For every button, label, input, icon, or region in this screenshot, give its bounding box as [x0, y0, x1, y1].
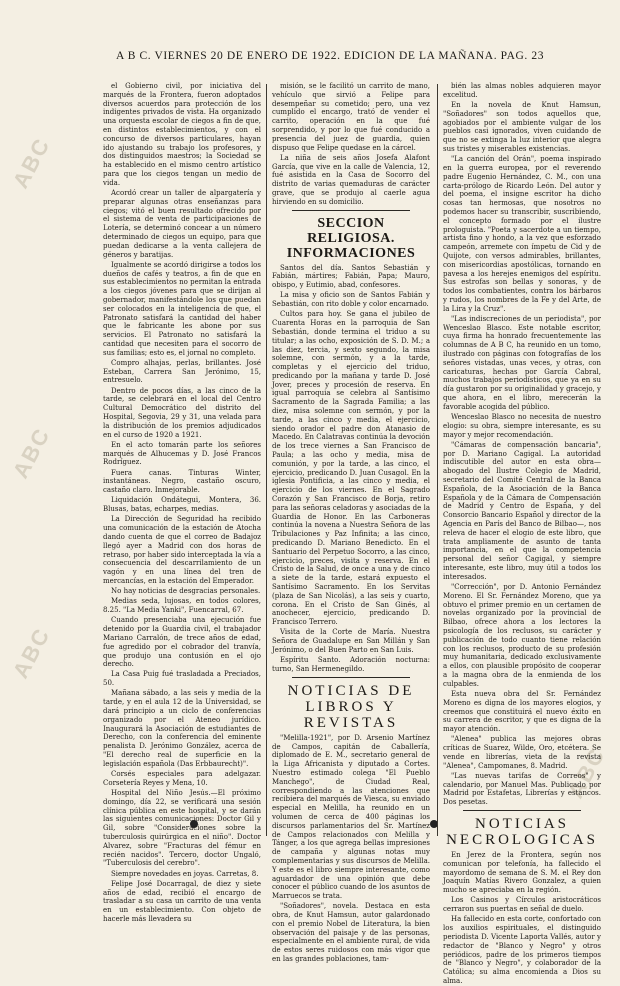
column-2-top-text [272, 82, 430, 207]
paragraph: Corsés especiales para adelgazar. Corsetería Reyes y Mena, 10. [103, 770, 261, 787]
section-libros-title: NOTICIAS DE LIBROS Y REVISTAS [287, 682, 415, 731]
paragraph: Cultos para hoy. Se gana el jubileo de Cuarenta Horas en la parroquia de San Sebastián, donde termina el triduo a su titular; a las ocho, exposición de S. D. M.; a las diez, tercia, y sexto segundo, la misa solemne, con sermón, y a la tarde, completas y el ejercicio del triduo, predicando por la mañana y tarde D. José Jover, preces y procesión de reserva. En igual parroquia se celebra al Santísimo Sacramento de la Sagrada Familia; a las diez, misa solemne con sermón, y por la tarde, a las cinco y media, el ejercicio, siendo orador el padre don Atanasio de Macedo. En Calatravas continúa la devoción de los trece viernes a San Francisco de Paula; a las ocho y media, misa de comunión, y por la tarde, a las cinco, el ejercicio, predicando D. Juan Cusagol. En la iglesia Pontificia, a las cinco y media, el ejercicio de los viernes. En el Sagrado Corazón y San Francisco de Borja, retiro para las señoras celadoras y asociadas de la Guardia de Honor. En las Carboneras continúa la novena a Nuestra Señora de las Tribulaciones y Paz Infinita; a las cinco, predicando D. Mariano Benedicto. En el Santuario del Perpetuo Socorro, a las cinco, ejercicio, preces, visita y reserva. En el Cristo de la Salud, de once a una y de cinco a siete de la tarde, estará expuesto el Santísimo Sacramento. En los Servitas (plaza de San Nicolás), a las seis y cuarto, corona. En el Cristo de San Ginés, al anochecer, ejercicio, predicando D. Francisco Terrero. [272, 310, 430, 627]
paragraph: "Las indiscreciones de un periodista", por Wenceslao Blasco. Este notable escritor, cuya firma ha honrado frecuentemente las columnas de A B C, ha reunido en un tomo, ilustrado con páginas con fotografías de los señores vistadas, unas veces, y otras, con caricaturas, hechas por García Cabral, muchos trabajos periodísticos, que ya en su día gustaron por su originalidad y gracejo, y que ahora, en el libro, merecerán la favorable acogida del público. [443, 314, 601, 411]
paragraph: Igualmente se acordó dirigirse a todos los dueños de cafés y teatros, a fin de que en sus establecimientos no permitan la entrada a los ciegos jóvenes para que se dirijan al gobernador, manifestándole los que puedan ser colocados en la inteligencia de que, el Patronato satisfará la cantidad del haber que le fabricante les abone por sus servicios. El Patronato no satisfará la cantidad que necesiten para el socorro de sus familias; esto es, el jornal no completo. [103, 260, 261, 357]
paragraph: Medias seda, lujosas, en todos colores, 8.25. "La Media Yanki", Fuencarral, 67. [103, 597, 261, 615]
section-libros-body [272, 734, 430, 964]
paragraph: el Gobierno civil, por iniciativa del marqués de la Frontera, fueron adoptados diversos acuerdos para protección de los indigentes privados de vista. Ha organizado una orquesta escolar de ciegos a fin de que, en distintos establecimientos, y con el concurso de diversos particulares, hayan ido ajustando su trabajo los profesores, y dos distinguidos maestros; la Sociedad se ha establecido en el mismo centro artístico para que los ciegos tengan un medio de vida. [103, 82, 261, 187]
paragraph: Compro alhajas, perlas, brillantes. José Esteban, Carrera San Jerónimo, 15, entresuelo. [103, 358, 261, 385]
paragraph: Hospital del Niño Jesús.—El próximo domingo, día 22, se verificará una sesión clínica pública en este hospital, y se darán las siguientes comunicaciones: Doctor Gil y Gil, sobre "Consideraciones sobre la tuberculosis quirúrgica en el niño". Doctor Alvarez, sobre "Fracturas del fémur en recién nacidos". Tercero, doctor Ungaló, "Tuberculosis del cerebro". [103, 789, 261, 868]
divider [292, 210, 410, 211]
paragraph: Acordó crear un taller de alpargatería y preparar algunas otras enseñanzas para ciegos; vitó el buen resultado ofrecido por el sistema de venta de participaciones de Lotería, se determinó concear a un número determinado de ciegos un equipo, para que puedan dedicarse a la venta callejera de géneros y baratijas. [103, 188, 261, 259]
paragraph: "Cámaras de compensación bancaria", por D. Mariano Cagigal. La autoridad indiscutible del autor en esta obra—abogado del Ilustre Colegio de Madrid, secretario del Comité Central de la Banca Española, de la Asociación de la Banca Española y de la Cámara de Compensación de Madrid y Centro de España, y del Consorcio Bancario Español y director de la Agencia en París del Banco de Bilbao—, nos releva de hacer el elogio de este libro, que trata ampliamente de asunto de tanta importancia, en el que la competencia personal del señor Cagigal, y siempre interesante, este libro, muy útil a todos los interesados. [443, 440, 601, 581]
paragraph: Los Casinos y Círculos aristocráticos cerraron sus puertas en señal de duelo. [443, 896, 601, 914]
paragraph: Esta nueva obra del Sr. Fernández Moreno es digna de los mayores elogios, y creemos que constituirá el nuevo éxito en su carrera de escritor, y que es digna de la mayor atención. [443, 689, 601, 734]
paragraph: En la novela de Knut Hamsun, "Soñadores" son todos aquellos que, agobiados por el ambiente vulgar de los pueblos casi ignorados, viven cuidando de que no se extinga la luz interior que alegra sus tristes y miserables existencias. [443, 100, 601, 153]
column-rule [266, 84, 267, 836]
page-header [0, 0, 620, 62]
paragraph: "Corrección", por D. Antonio Fernández Moreno. El Sr. Fernández Moreno, que ya obtuvo el primer premio en un certamen de novelas organizado por la provincial de Bilbao, ofrece ahora a los lectores la psicología de los reclusos, su carácter y publicación de todo cuanto tiene relación con los reclusos, producto de su profesión muy humanitaria, dedicado exclusivamente a ellos, con plausible propósito de cooperar a la magna obra de la enmienda de los culpables. [443, 582, 601, 688]
divider [463, 810, 581, 811]
column-3 [443, 82, 601, 985]
paragraph: No hay noticias de desgracias personales. [111, 587, 261, 596]
paragraph: Siempre novedades en joyas. Carretas, 8. [111, 869, 259, 878]
paragraph: En el acto tomarán parte los señores marqués de Alhucemas y D. José Francos Rodríguez. [103, 440, 261, 467]
paragraph: Espíritu Santo. Adoración nocturna: turno, San Hermenegildo. [272, 656, 430, 673]
watermark: ABC [7, 423, 56, 483]
paragraph: En Jerez de la Frontera, según nos comunican por telefonía, ha fallecido el mayordomo de semana de S. M. el Rey don Joaquín Matías Rivero Gonzalez, a quien mucho se apreciaba en la región. [443, 851, 601, 895]
paragraph: Visita de la Corte de María. Nuestra Señora de Guadalupe en San Millán y San Jerónimo, o del Buen Parto en San Luis. [272, 628, 430, 654]
section-religiosa-title: SECCION RELIGIOSA. INFORMACIONES [286, 215, 416, 261]
paragraph: La Dirección de Seguridad ha recibido una comunicación de la estación de Atocha dando cuenta de que el correo de Badajoz llegó ayer a Madrid con dos horas de retraso, por haber sido interceptada la vía a consecuencia del descarrilamiento de un vagón y en una línea del tren de mercancías, en la estación del Emperador. [103, 515, 261, 585]
section-necrologicas-body [443, 851, 601, 986]
paragraph: Wenceslao Blasco no necesita de nuestro elogio: su obra, siempre interesante, es su mayor y mejor recomendación. [443, 413, 601, 439]
paragraph: "La canción del Orán", poema inspirado en la guerra europea, por el reverendo padre Eugenio Hernández, C. M., con una carta-prólogo de Ricardo León. Del autor y del poema, el insigne escritor ha dicho cosas tan hermosas, que nosotros no podemos hacer su transcribir, suscribiendo, el concepto formado por el ilustre prologuista. "Poeta y sacerdote a un tiempo, artista fino y hondo, a la vez que esforzado campeón, arremete con ímpetu de Cid y de Quijote, con versos admirables, brillantes, con misericordias apostólicas, tornando en pavesa a los herejes enemigos del espíritu. Sus estrofas son bellas y sonoras, y de todos los combatientes, contra los bárbaros y rudos, los nombres de la Fe y del Arte, de la Lira y la Cruz". [443, 155, 601, 313]
column-3-text [443, 82, 601, 807]
running-head: A B C. VIERNES 20 DE ENERO DE 1922. EDICION DE LA MAÑANA. PAG. 23 [115, 50, 545, 62]
section-necrologicas-title: NOTICIAS NECROLOGICAS [446, 816, 598, 849]
paragraph: La misa y oficio son de Santos Fabián y Sebastián, con rito doble y color encarnado. [272, 291, 430, 309]
paragraph: Ha fallecido en esta corte, confortado con los auxilios espirituales, el distinguido periodista D. Vicente Laporta Vallés, autor y redactor de "Blanco y Negro" y otros periódicos, padre de los primeros tiempos de "Blanco y Negro", y colaborador de la Católica; su alma encomienda a Dios su alma. [443, 915, 601, 985]
watermark: ABC [562, 743, 611, 803]
paragraph: Liquidación Ondátegui, Montera, 36. Blusas, batas, echarpes, medias. [103, 496, 261, 514]
paragraph: La Casa Puig fué trasladada a Preciados, 50. [103, 670, 261, 688]
watermark: ABC [7, 623, 56, 683]
paragraph: bién las almas nobles adquieren mayor excelitud. [443, 82, 601, 99]
column-rule [437, 84, 438, 836]
watermark: ABC [7, 133, 56, 193]
paragraph: "Las nuevas tarifas de Correos" y calendario, por Manuel Mas. Publicado por Madrid por Estafetas, Librerías y estancos. Dos pesetas. [443, 771, 601, 807]
paragraph: "Melilla-1921", por D. Arsenio Martínez de Campos, capitán de Caballería, diplomado de E. M., secretario general de la Liga Africanista y diputado a Cortes. Nuestro estimado colega "El Pueblo Manchego", de Ciudad Real, correspondiendo a las atenciones que recibiera del marqués de Viesca, su enviado especial en Melilla, ha reunido en un volumen de cerca de 400 páginas los discursos parlamentarios del Sr. Martínez de Campos relacionados con Melilla y Tánger, a los que agrega bellas impresiones de campaña y algunas notas muy complementarias y sus discursos de Melilla. Y este es el libro siempre interesante, como aguardador de una opinión que debe conocer el público cuando de los asuntos de Marruecos se trata. [272, 733, 430, 901]
paragraph: "Soñadores", novela. Destaca en esta obra, de Knut Hamsun, autor galardonado con el premio Nobel de Literatura, la bien observación del paisaje y de las personas, especialmente en el ambiente rural, de vida de estos seres ruidosos con más vigor que en las grandes poblaciones, tam- [272, 902, 430, 964]
paragraph: Dentro de pocos días, a las cinco de la tarde, se celebrará en el local del Centro Cultural Democrático del distrito del Hospital, Segovia, 29 y 31, una velada para la distribución de los premios adjudicados en el curso de 1920 a 1921. [103, 386, 261, 439]
paragraph: Santos del día. Santos Sebastián y Fabián, mártires; Fabián, Papa; Mauro, obispo, y Eutimio, abad, confesores. [272, 263, 430, 290]
paragraph: misión, se le facilitó un carrito de mano, vehículo que sirvió a Felipe para desempeñar su cometido; pero, una vez cumplido el encargo, trató de vender el carrito, operación en la que fué sorprendido, y por lo que fué conducido a presencia del juez de guardia, quien dispuso que Felipe quedase en la cárcel. [272, 82, 430, 152]
paragraph: Fuera canas. Tinturas Winter, instantáneas. Negro, castaño oscuro, castaño claro. Inmejorable. [103, 468, 261, 495]
paragraph: "Alenea" publica las mejores obras críticas de Suarez, Wilde, Oro, etcétera. Se vende en librerías, vieta de la revista "Alenea", Campomanes, 8. Madrid. [443, 735, 601, 770]
paragraph: Felipe José Docarragal, de diez y siete años de edad, recibió el encargo de trasladar a su casa un carrito de una venta en un establecimiento. Con objeto de hacerle más llevadera su [103, 879, 261, 923]
paragraph: Cuando presenciaba una ejecución fue detenido por la Guardia civil, el trabajador Mariano Carralón, de trece años de edad, fue agredido por el cobrador del tranvía, que produjo una contusión en el ojo derecho. [103, 616, 261, 669]
column-1 [103, 82, 261, 923]
column-2 [272, 82, 430, 964]
section-religiosa-body [272, 264, 430, 674]
divider [292, 677, 410, 678]
paragraph: Mañana sábado, a las seis y media de la tarde, y en el aula 12 de la Universidad, se dará principio a un ciclo de conferencias organizado por el Ateneo jurídico. Inaugurará la Asociación de estudiantes de Derecho, con la conferencia del eminente penalista D. Jerónimo González, acerca de "El derecho real de superficie en la legislación española (Das Erbbaurecht)". [103, 689, 261, 768]
paragraph: La niña de seis años Josefa Alafont García, que vive en la calle de Valencia, 12, fué asistida en la Casa de Socorro del distrito de varias quemaduras de carácter grave, que se produjo al caerle agua hirviendo en su domicilio. [272, 153, 430, 206]
